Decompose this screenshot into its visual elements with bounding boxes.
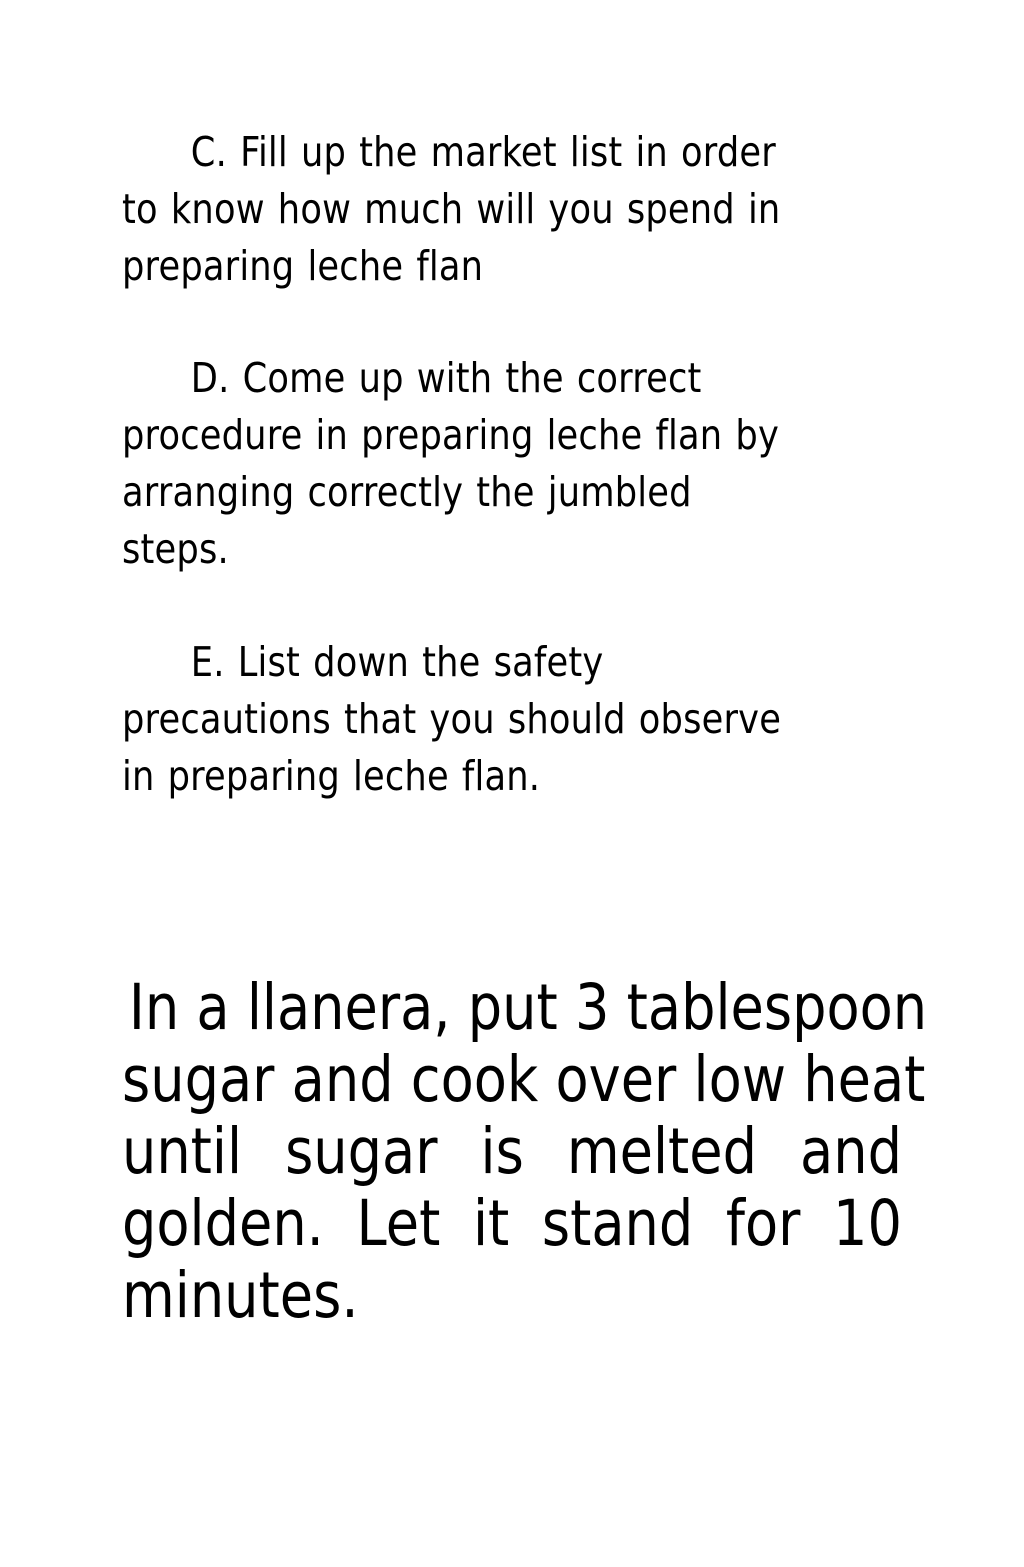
instruction-item-c [122,124,896,295]
step-word: golden. [122,1187,324,1260]
step-word: Let [356,1187,441,1260]
step-word: it [472,1187,510,1260]
step-word: for [725,1187,801,1260]
step-word: until [122,1115,243,1188]
step-word: melted [566,1115,758,1188]
instruction-item-e [122,634,896,805]
step-word: 10 [833,1187,902,1260]
step-line-justified [122,1188,902,1260]
step-word: sugar [285,1115,438,1188]
step-word: and [800,1115,902,1188]
instruction-line: preparing leche flan [122,242,484,290]
instruction-line: D. Come up with the correct [190,354,702,402]
step-word: is [480,1115,524,1188]
instruction-line: steps. [122,525,229,573]
step-word: stand [541,1187,694,1260]
instruction-line: to know how much will you spend in [122,185,781,233]
step-line: In a llanera, put 3 tablespoon [128,971,928,1044]
step-line: sugar and cook over low heat [122,1043,926,1116]
instruction-line: precautions that you should observe [122,695,782,743]
instruction-line: procedure in preparing leche flan by [122,411,780,459]
instruction-line: E. List down the safety [190,638,604,686]
step-line-justified [122,1116,902,1188]
instruction-item-d [122,350,896,578]
recipe-step [122,971,928,1332]
step-line: minutes. [122,1259,359,1332]
instruction-line: arranging correctly the jumbled [122,468,692,516]
instruction-line: in preparing leche flan. [122,752,541,800]
instruction-line: C. Fill up the market list in order [190,128,776,176]
